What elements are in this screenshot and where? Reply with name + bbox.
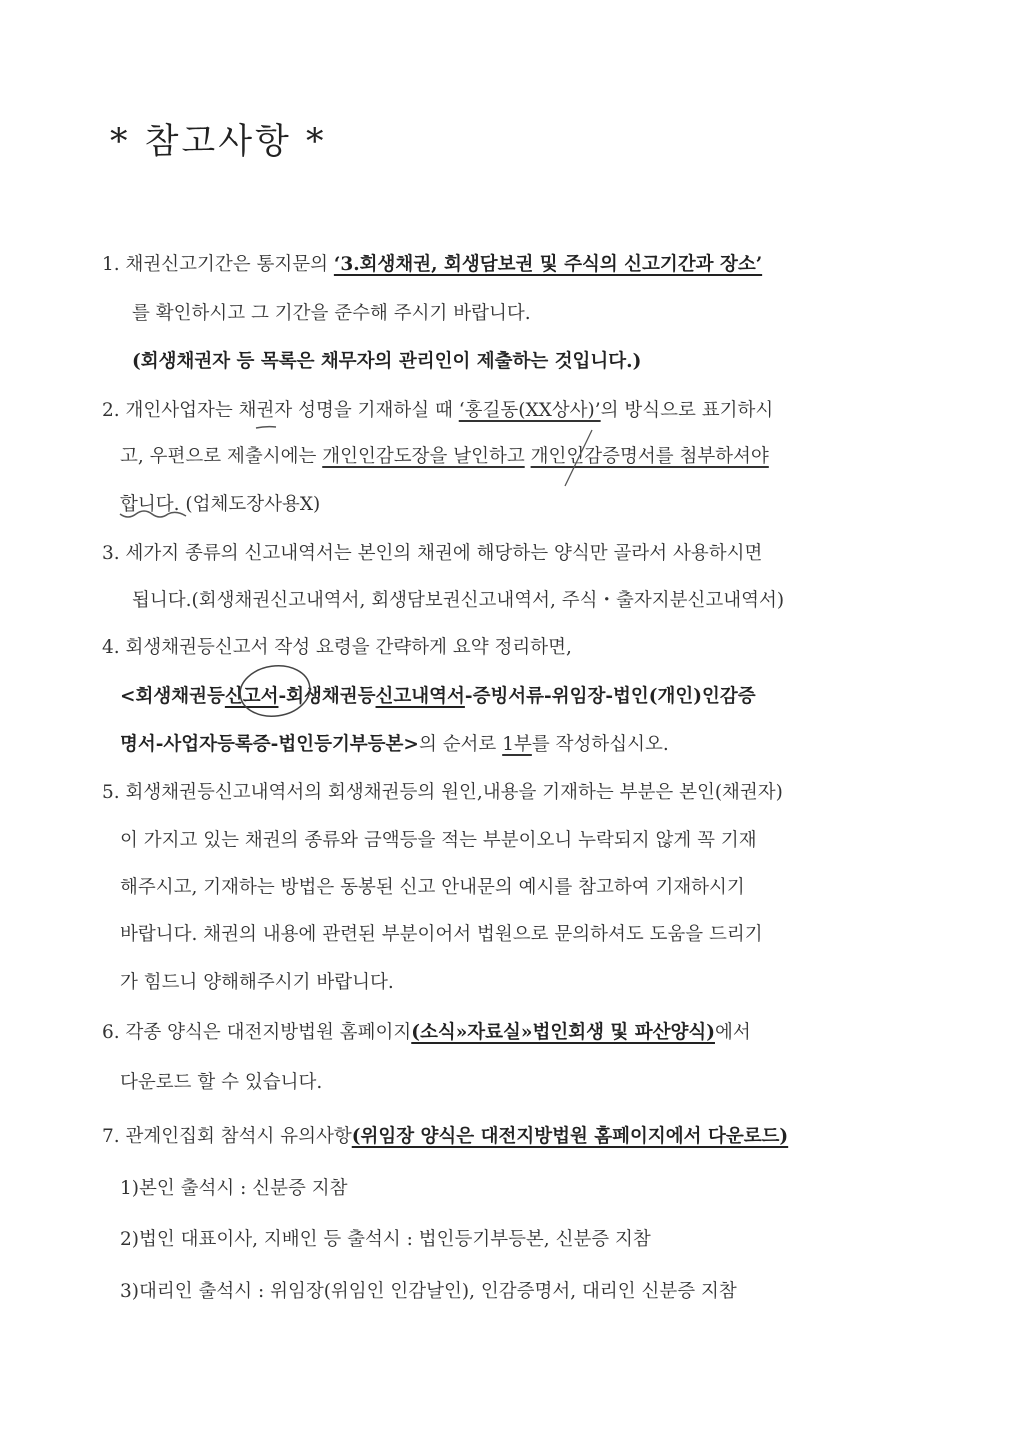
item-4-line-1: 4. 회생채권등신고서 작성 요령을 간략하게 요약 정리하면, <box>102 637 572 658</box>
item-7-text: 7. 관계인집회 참석시 유의사항 <box>102 1126 352 1147</box>
item-5-line-4: 바랍니다. 채권의 내용에 관련된 부분이어서 법원으로 문의하셔도 도움을 드리기 <box>120 924 763 945</box>
item-1-line-3: (회생채권자 등 목록은 채무자의 관리인이 제출하는 것입니다.) <box>132 351 642 372</box>
item-2-text-2: 고, 우편으로 제출시에는 <box>120 446 323 467</box>
item-4-seq-1: <회생채권등 <box>120 686 225 707</box>
item-4-seq-report: 신고서 <box>224 686 279 707</box>
item-2-end: 합니다. <box>120 494 180 515</box>
item-2-text-tail: 의 방식으로 표기하시 <box>600 400 774 421</box>
item-4-copies: 1부 <box>502 734 532 755</box>
item-6-text-tail: 에서 <box>714 1022 751 1043</box>
item-4-seq-2: -회생채권등 <box>278 686 376 707</box>
item-5-line-5: 가 힘드니 양해해주시기 바랍니다. <box>120 972 394 993</box>
item-5-line-1: 5. 회생채권등신고내역서의 회생채권등의 원인,내용을 기재하는 부분은 본인(채권자) <box>102 782 783 803</box>
item-6-path: (소식»자료실»법인회생 및 파산양식) <box>411 1022 715 1043</box>
item-4-line-2 <box>120 682 756 708</box>
item-1-line-2: 를 확인하시고 그 기간을 준수해 주시기 바랍니다. <box>132 303 531 324</box>
item-7-line-1 <box>102 1122 788 1148</box>
item-7-sub-3: 3)대리인 출석시 : 위임장(위임인 인감날인), 인감증명서, 대리인 신분증 지참 <box>120 1281 737 1302</box>
item-2-note: (업체도장사용X) <box>179 494 321 515</box>
item-1-highlight: ‘3.회생채권, 회생담보권 및 주식의 신고기간과 장소’ <box>333 254 763 275</box>
item-3-line-1: 3. 세가지 종류의 신고내역서는 본인의 채권에 해당하는 양식만 골라서 사용하시면 <box>102 543 763 564</box>
item-4-seq-detail: 신고내역서 <box>375 686 465 707</box>
item-4-instruction: 를 작성하십시오. <box>531 734 669 755</box>
item-5-line-3: 해주시고, 기재하는 방법은 동봉된 신고 안내문의 예시를 참고하여 기재하시기 <box>120 877 745 898</box>
item-6-line-1 <box>102 1018 751 1044</box>
item-4-line-3 <box>120 730 669 756</box>
item-4-seq-3: -증빙서류-위임장-법인(개인)인감증 <box>464 686 756 707</box>
item-1-line-1 <box>102 250 762 276</box>
item-2-line-2 <box>120 442 769 468</box>
pen-dash-mark <box>256 427 276 428</box>
item-2-line-1 <box>102 396 773 422</box>
item-5-line-2: 이 가지고 있는 채권의 종류와 금액등을 적는 부분이오니 누락되지 않게 꼭 기재 <box>120 830 757 851</box>
item-2-text: 2. 개인사업자는 채권자 성명을 기재하실 때 <box>102 400 459 421</box>
item-4-order: 의 순서로 <box>418 734 503 755</box>
page-title: * 참고사항 * <box>110 122 327 162</box>
item-7-download-note: (위임장 양식은 대전지방법원 홈페이지에서 다운로드) <box>351 1126 789 1147</box>
item-7-sub-1: 1)본인 출석시 : 신분증 지참 <box>120 1178 348 1199</box>
item-6-line-2: 다운로드 할 수 있습니다. <box>120 1072 323 1093</box>
item-4-seq-4: 명서-사업자등록증-법인등기부등본> <box>120 734 419 755</box>
item-2-line-3 <box>120 490 320 516</box>
item-2-example: ‘홍길동(XX상사)’ <box>458 400 601 421</box>
item-1-text: 1. 채권신고기간은 통지문의 <box>102 254 334 275</box>
item-3-line-2: 됩니다.(회생채권신고내역서, 회생담보권신고내역서, 주식・출자지분신고내역서) <box>132 590 785 611</box>
item-7-sub-2: 2)법인 대표이사, 지배인 등 출석시 : 법인등기부등본, 신분증 지참 <box>120 1229 651 1250</box>
item-2-seal-note: 개인인감도장을 날인하고 <box>322 446 525 467</box>
item-6-text: 6. 각종 양식은 대전지방법원 홈페이지 <box>102 1022 412 1043</box>
item-2-certificate-note: 개인인감증명서를 첨부하셔야 <box>530 446 769 467</box>
